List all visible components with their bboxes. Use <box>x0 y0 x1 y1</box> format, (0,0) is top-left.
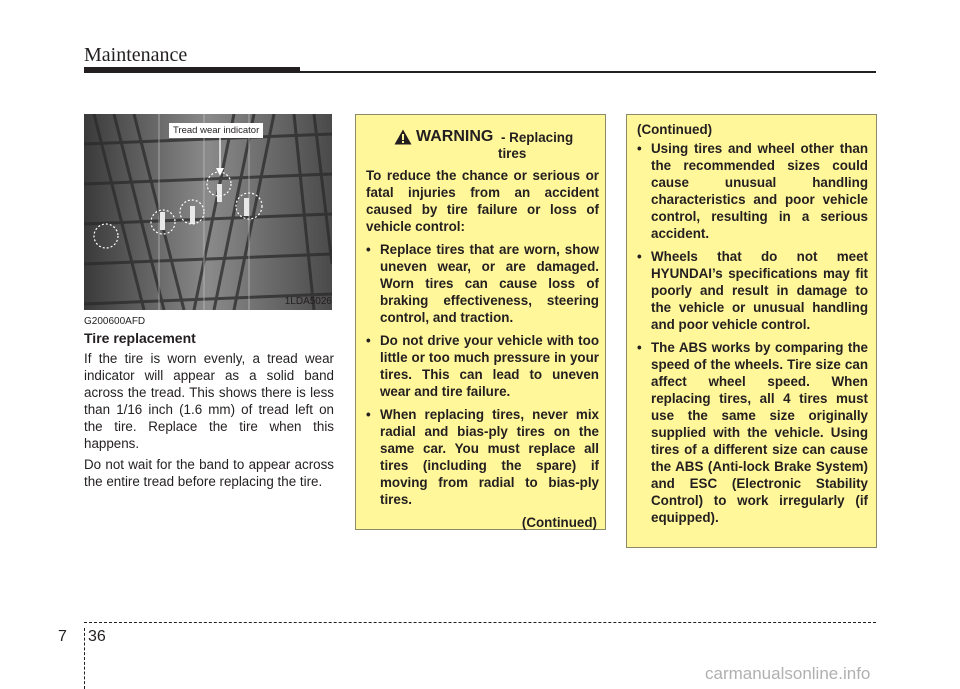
warning-header <box>366 127 599 167</box>
warning-bullet-item <box>637 140 868 242</box>
watermark: carmanualsonline.info <box>705 664 871 683</box>
warning-bullet-text: The ABS works by comparing the speed of the wheels. Tire size can affect wheel speed. When replacing tires, all 4 tires must use the same size originally supplied with the vehicle. Using tires of a different size can cause the ABS (Anti-lock Brake System) and ESC (Electronic Stability Control) to work irregularly (if equipped). <box>651 340 868 525</box>
warning-bullet-text: Wheels that do not meet HYUNDAI’s specifications may fit poorly and result in damage to the vehicle or unusual handling and poor vehicle control. <box>651 249 868 332</box>
warning-intro: To reduce the chance or serious or fatal injuries from an accident caused by tire failure or loss of vehicle control: <box>366 168 599 234</box>
warning-bullet-text: When replacing tires, never mix radial and bias-ply tires on the same car. You must replace all tires (including the spare) if moving from radial to bias-ply tires. <box>380 407 599 507</box>
bullet-mark: • <box>366 407 371 422</box>
tire-tread-photo <box>84 114 332 310</box>
section-title: Tire replacement <box>84 330 196 346</box>
bullet-mark: • <box>366 242 371 257</box>
header-rule-thin <box>300 71 876 73</box>
page-number: 36 <box>88 628 106 645</box>
chapter-number: 7 <box>58 628 67 645</box>
warning-subtitle-line2: tires <box>498 146 527 161</box>
bullet-mark: • <box>637 141 642 156</box>
bullet-mark: • <box>637 340 642 355</box>
body-paragraph: Do not wait for the band to appear across the entire tread before replacing the tire. <box>84 457 334 489</box>
continued-label: (Continued) <box>521 515 597 530</box>
warning-box-continued <box>626 114 877 548</box>
tread-wear-indicator-label: Tread wear indicator <box>169 123 263 138</box>
continued-label: (Continued) <box>637 122 713 137</box>
warning-bullet-item <box>366 332 599 400</box>
footer-rule <box>84 622 876 623</box>
section-code: G200600AFD <box>84 316 146 327</box>
footer-divider <box>84 628 85 689</box>
warning-triangle-icon <box>394 129 412 145</box>
warning-bullet-item <box>366 406 599 508</box>
warning-subtitle: - Replacing <box>501 130 574 145</box>
warning-bullet-text: Replace tires that are worn, show uneven wear, or are damaged. Worn tires can cause loss of braking effectiveness, steering control, and traction. <box>380 242 599 325</box>
warning-box <box>355 114 606 530</box>
warning-bullet-item <box>637 248 868 333</box>
bullet-mark: • <box>366 333 371 348</box>
figure-code: 1LDA5026 <box>284 296 332 307</box>
warning-bullet-item <box>366 241 599 326</box>
section-body <box>84 350 334 494</box>
header-rule-thick <box>84 67 300 73</box>
warning-bullet-text: Do not drive your vehicle with too little or too much pressure in your tires. This can lead to uneven wear and tire failure. <box>380 333 599 399</box>
body-paragraph: If the tire is worn evenly, a tread wear indicator will appear as a solid band across the tread. This shows there is less than 1/16 inch (1.6 mm) of tread left on the tire. Replace the tire when this happens. <box>84 351 334 451</box>
warning-bullet-item <box>637 339 868 526</box>
warning-bullet-text: Using tires and wheel other than the recommended sizes could cause unusual handling characteristics and poor vehicle control, resulting in a serious accident. <box>651 141 868 241</box>
warning-word: WARNING <box>416 128 494 145</box>
bullet-mark: • <box>637 249 642 264</box>
page-header-title: Maintenance <box>84 44 188 66</box>
